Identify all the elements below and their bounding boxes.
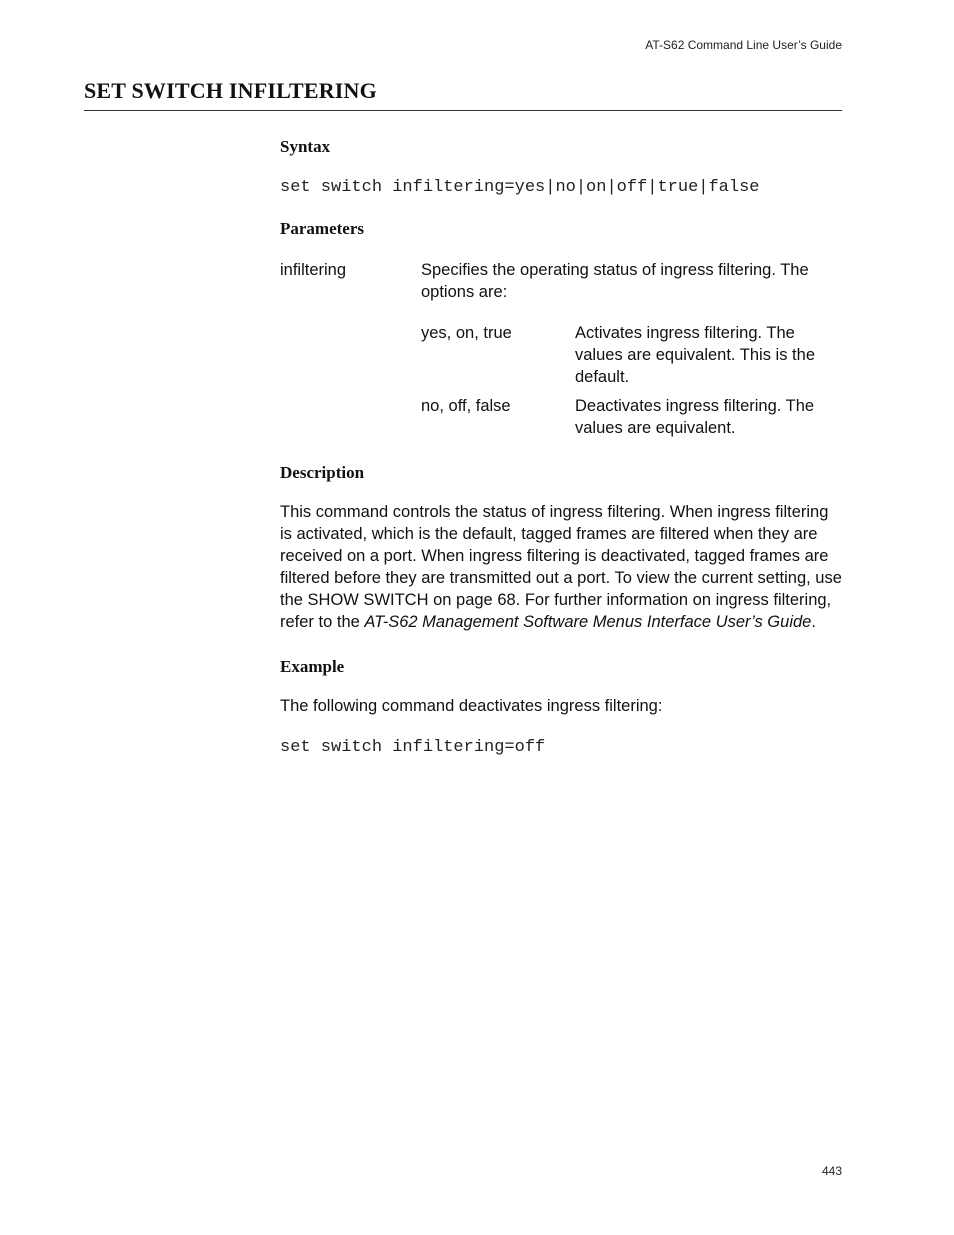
parameter-details [421, 259, 842, 439]
referenced-guide-title: AT-S62 Management Software Menus Interface User’s Guide [364, 613, 812, 631]
title-divider [84, 110, 842, 111]
syntax-command: set switch infiltering=yes|no|on|off|true|false [280, 178, 760, 197]
description-text-end: . [811, 613, 816, 631]
option-value: no, off, false [421, 397, 511, 415]
syntax-heading: Syntax [280, 137, 331, 156]
content-body [280, 136, 842, 759]
option-description: Deactivates ingress filtering. The values are equivalent. [575, 397, 815, 437]
page-number: 443 [821, 1164, 842, 1178]
example-heading: Example [280, 657, 345, 676]
running-header: AT-S62 Command Line User’s Guide [645, 38, 842, 52]
parameter-name: infiltering [280, 261, 347, 279]
option-value: yes, on, true [421, 324, 512, 342]
parameter-options [421, 322, 842, 439]
parameter-description: Specifies the operating status of ingress filtering. The options are: [421, 261, 809, 301]
description-paragraph [280, 501, 842, 633]
page-title: SET SWITCH INFILTERING [84, 78, 377, 103]
option-description: Activates ingress filtering. The values are equivalent. This is the default. [575, 324, 815, 386]
description-text: This command controls the status of ingress filtering. When ingress filtering is activated, which is the default, tagged frames are filtered when they are received on a port. When ingress filtering is deactivated, tagged frames are filtered before they are transmitted out a port. To view the current setting, use the SHOW SWITCH on page 68. For further information on ingress filtering, refer to the [280, 503, 842, 631]
parameter-table [280, 259, 842, 439]
example-command: set switch infiltering=off [280, 738, 546, 757]
example-text: The following command deactivates ingress filtering: [280, 697, 663, 715]
parameters-heading: Parameters [280, 219, 365, 238]
description-heading: Description [280, 463, 365, 482]
